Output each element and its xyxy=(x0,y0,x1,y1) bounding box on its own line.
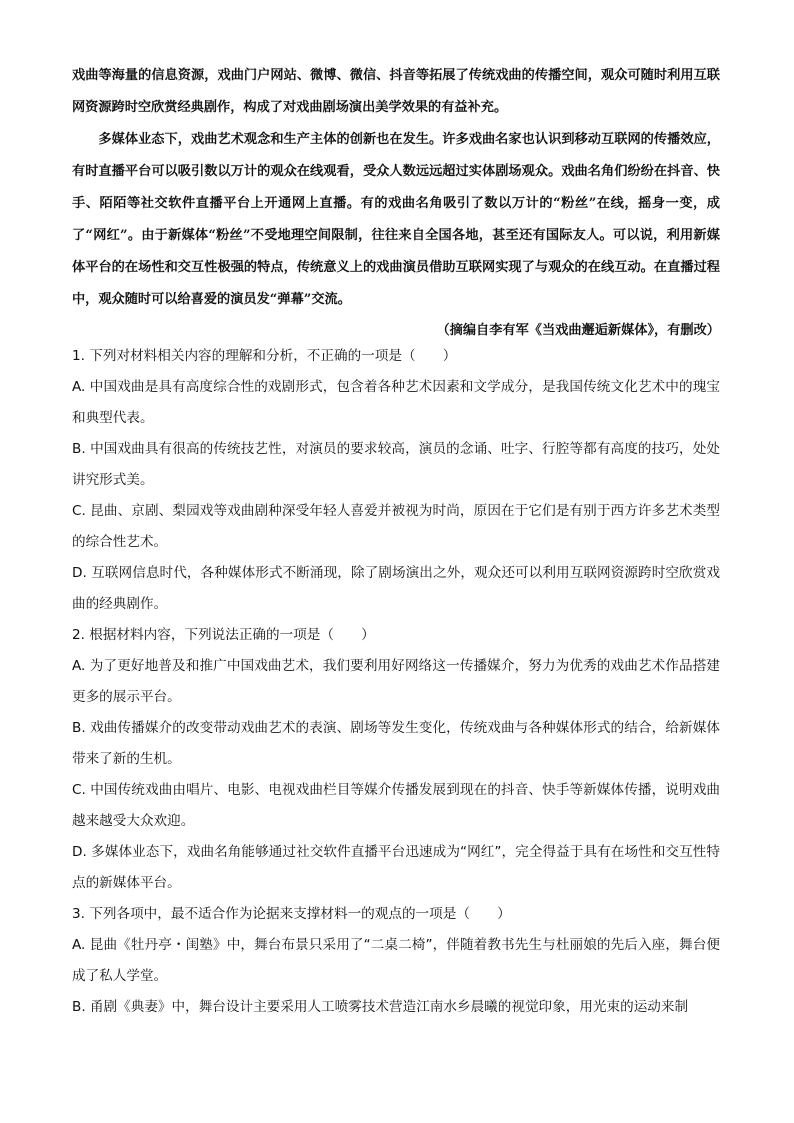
option-d: D. 多媒体业态下，戏曲名角能够通过社交软件直播平台迅速成为“网红”，完全得益于具有在场性和交互性特点的新媒体平台。 xyxy=(72,844,720,891)
option-b: B. 戏曲传播媒介的改变带动戏曲艺术的表演、剧场等发生变化，传统戏曲与各种媒体形式的结合，给新媒体带来了新的生机。 xyxy=(72,720,720,767)
option-c: C. 昆曲、京剧、梨园戏等戏曲剧种深受年轻人喜爱并被视为时尚，原因在于它们是有别于西方许多艺术类型的综合性艺术。 xyxy=(72,503,720,550)
question-stem: 3. 下列各项中，最不适合作为论据来支撑材料一的观点的一项是（ ） xyxy=(72,906,511,922)
passage-source-citation: （摘编自李有军《当戏曲邂逅新媒体》，有删改） xyxy=(436,323,720,338)
option-c: C. 中国传统戏曲由唱片、电影、电视戏曲栏目等媒介传播发展到现在的抖音、快手等新媒体传播，说明戏曲越来越受大众欢迎。 xyxy=(72,782,720,829)
question-1 xyxy=(72,341,720,620)
option-a: A. 为了更好地普及和推广中国戏曲艺术，我们要利用好网络这一传播媒介，努力为优秀的戏曲艺术作品搭建更多的展示平台。 xyxy=(72,658,720,705)
option-b: B. 甬剧《典妻》中，舞台设计主要采用人工喷雾技术营造江南水乡晨曦的视觉印象，用光束的运动来制 xyxy=(72,999,689,1015)
question-stem: 1. 下列对材料相关内容的理解和分析，不正确的一项是（ ） xyxy=(72,348,457,364)
option-a: A. 中国戏曲是具有高度综合性的戏剧形式，包含着各种艺术因素和文学成分，是我国传统文化艺术中的瑰宝和典型代表。 xyxy=(72,379,720,426)
option-d: D. 互联网信息时代，各种媒体形式不断涌现，除了剧场演出之外，观众还可以利用互联网资源跨时空欣赏戏曲的经典剧作。 xyxy=(72,565,720,612)
question-3 xyxy=(72,899,720,1023)
question-stem: 2. 根据材料内容，下列说法正确的一项是（ ） xyxy=(72,627,375,643)
reading-passage xyxy=(72,60,720,346)
passage-paragraph: 戏曲等海量的信息资源，戏曲门户网站、微博、微信、抖音等拓展了传统戏曲的传播空间，观众可随时利用互联网资源跨时空欣赏经典剧作，构成了对戏曲剧场演出美学效果的有益补充。 xyxy=(72,68,720,115)
question-list xyxy=(72,341,720,1023)
option-b: B. 中国戏曲具有很高的传统技艺性，对演员的要求较高，演员的念诵、吐字、行腔等都有高度的技巧，处处讲究形式美。 xyxy=(72,441,720,488)
passage-paragraph: 多媒体业态下，戏曲艺术观念和生产主体的创新也在发生。许多戏曲名家也认识到移动互联网的传播效应，有时直播平台可以吸引数以万计的观众在线观看，受众人数远远超过实体剧场观众。戏曲名角们纷纷在抖音、快手、陌陌等社交软件直播平台上开通网上直播。有的戏曲名角吸引了数以万计的“粉丝”在线，摇身一变，成了“网红”。由于新媒体“粉丝”不受地理空间限制，往往来自全国各地，甚至还有国际友人。可以说，利用新媒体平台的在场性和交互性极强的特点，传统意义上的戏曲演员借助互联网实现了与观众的在线互动。在直播过程中，观众随时可以给喜爱的演员发“弹幕”交流。 xyxy=(72,132,720,307)
option-a: A. 昆曲《牡丹亭・闺塾》中，舞台布景只采用了“二桌二椅”，伴随着教书先生与杜丽娘的先后入座，舞台便成了私人学堂。 xyxy=(72,937,720,984)
question-2 xyxy=(72,620,720,899)
